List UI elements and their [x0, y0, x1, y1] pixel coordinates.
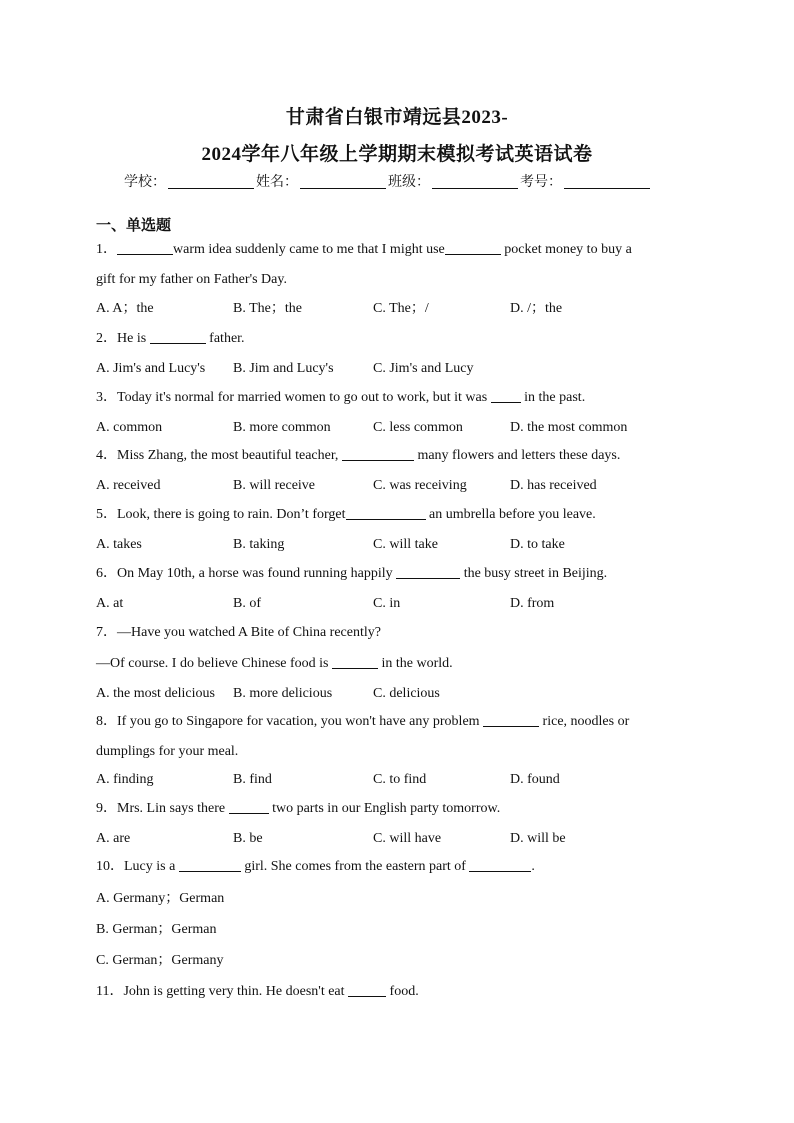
- option-d[interactable]: D. /；the: [510, 301, 563, 316]
- option-d[interactable]: D. to take: [510, 537, 565, 552]
- question-text: in the world.: [378, 656, 453, 671]
- question-6: [96, 565, 607, 583]
- question-9: [96, 800, 500, 818]
- question-text: the busy street in Beijing.: [460, 566, 608, 581]
- question-text: two parts in our English party tomorrow.: [268, 801, 501, 816]
- question-text: 4．Miss Zhang, the most beautiful teacher,: [96, 448, 339, 463]
- answer-blank: [346, 506, 426, 520]
- option-a[interactable]: A. takes: [96, 537, 142, 552]
- option-a[interactable]: A. finding: [96, 772, 154, 787]
- option-a[interactable]: A. Germany；German: [96, 891, 225, 906]
- section-title: 一、单选题: [96, 216, 172, 234]
- option-c[interactable]: C. will take: [373, 537, 438, 552]
- answer-blank: [348, 983, 386, 997]
- option-a[interactable]: A. Jim's and Lucy's: [96, 361, 206, 376]
- question-7-line-1: 7．—Have you watched A Bite of China recently?: [96, 625, 381, 640]
- option-d[interactable]: D. from: [510, 596, 555, 611]
- answer-blank: [342, 447, 414, 461]
- option-b[interactable]: B. more delicious: [233, 686, 333, 701]
- name-field[interactable]: [300, 174, 386, 189]
- option-b[interactable]: B. be: [233, 831, 263, 846]
- option-d[interactable]: D. has received: [510, 478, 597, 493]
- answer-blank: [469, 858, 531, 872]
- question-text: in the past.: [520, 390, 586, 405]
- option-b[interactable]: B. find: [233, 772, 272, 787]
- option-c[interactable]: C. in: [373, 596, 401, 611]
- school-field[interactable]: [168, 174, 254, 189]
- option-b[interactable]: B. of: [233, 596, 261, 611]
- question-text: 2．He is: [96, 331, 147, 346]
- option-a[interactable]: A. received: [96, 478, 161, 493]
- question-text: pocket money to buy a: [500, 242, 632, 257]
- question-text: 8．If you go to Singapore for vacation, you won't have any problem: [96, 714, 480, 729]
- school-label: 学校：: [124, 174, 166, 190]
- question-1-line-1: [96, 241, 632, 259]
- answer-blank: [150, 330, 206, 344]
- question-text: 10．Lucy is a: [96, 859, 176, 874]
- question-7-line-2: [96, 655, 453, 673]
- answer-blank: [396, 565, 460, 579]
- question-text: 11．John is getting very thin. He doesn't eat: [96, 984, 345, 999]
- question-2: [96, 330, 245, 348]
- option-c[interactable]: C. German；Germany: [96, 953, 224, 968]
- question-8-line-2: dumplings for your meal.: [96, 744, 239, 759]
- exam-title-line2: 2024学年八年级上学期期末模拟考试英语试卷: [201, 144, 593, 165]
- option-d[interactable]: D. found: [510, 772, 560, 787]
- answer-blank: [491, 389, 521, 403]
- answer-blank: [179, 858, 241, 872]
- question-text: .: [531, 859, 535, 874]
- exam-number-field[interactable]: [564, 174, 650, 189]
- option-d[interactable]: D. the most common: [510, 420, 628, 435]
- option-c[interactable]: C. will have: [373, 831, 442, 846]
- class-field[interactable]: [432, 174, 518, 189]
- option-b[interactable]: B. Jim and Lucy's: [233, 361, 334, 376]
- question-4: [96, 447, 620, 465]
- question-text: an umbrella before you leave.: [425, 507, 596, 522]
- answer-blank: [229, 800, 269, 814]
- option-c[interactable]: C. less common: [373, 420, 463, 435]
- answer-blank: [445, 241, 501, 255]
- exam-number-label: 考号：: [520, 174, 562, 190]
- question-text: warm idea suddenly came to me that I might use: [173, 242, 445, 257]
- answer-blank: [483, 713, 539, 727]
- name-label: 姓名：: [256, 174, 298, 190]
- answer-blank: [117, 241, 173, 255]
- option-a[interactable]: A. at: [96, 596, 124, 611]
- option-b[interactable]: B. taking: [233, 537, 285, 552]
- question-text: many flowers and letters these days.: [413, 448, 621, 463]
- question-text: 5．Look, there is going to rain. Don’t forget: [96, 507, 346, 522]
- option-a[interactable]: A. A；the: [96, 301, 154, 316]
- option-a[interactable]: A. are: [96, 831, 131, 846]
- question-1-line-2: gift for my father on Father's Day.: [96, 272, 287, 287]
- question-text: rice, noodles or: [539, 714, 630, 729]
- option-c[interactable]: C. Jim's and Lucy: [373, 361, 474, 376]
- option-a[interactable]: A. the most delicious: [96, 686, 215, 701]
- question-text: food.: [386, 984, 419, 999]
- student-info-row: [124, 171, 652, 191]
- option-a[interactable]: A. common: [96, 420, 163, 435]
- question-text: girl. She comes from the eastern part of: [240, 859, 466, 874]
- question-5: [96, 506, 596, 524]
- answer-blank: [332, 655, 378, 669]
- question-text: —Of course. I do believe Chinese food is: [96, 656, 329, 671]
- question-text: 3．Today it's normal for married women to go out to work, but it was: [96, 390, 488, 405]
- option-c[interactable]: C. The；/: [373, 301, 429, 316]
- question-text: 6．On May 10th, a horse was found running happily: [96, 566, 393, 581]
- question-10: [96, 858, 535, 876]
- option-b[interactable]: B. German；German: [96, 922, 217, 937]
- question-text: father.: [205, 331, 245, 346]
- option-c[interactable]: C. delicious: [373, 686, 440, 701]
- question-8-line-1: [96, 713, 629, 731]
- question-text: 1．: [96, 242, 117, 257]
- option-b[interactable]: B. will receive: [233, 478, 316, 493]
- question-11: [96, 983, 419, 1001]
- exam-title-line1: 甘肃省白银市靖远县2023-: [285, 107, 509, 128]
- option-c[interactable]: C. to find: [373, 772, 427, 787]
- option-b[interactable]: B. more common: [233, 420, 331, 435]
- question-text: 9．Mrs. Lin says there: [96, 801, 226, 816]
- class-label: 班级：: [388, 174, 430, 190]
- option-b[interactable]: B. The；the: [233, 301, 302, 316]
- question-3: [96, 389, 585, 407]
- option-c[interactable]: C. was receiving: [373, 478, 467, 493]
- option-d[interactable]: D. will be: [510, 831, 566, 846]
